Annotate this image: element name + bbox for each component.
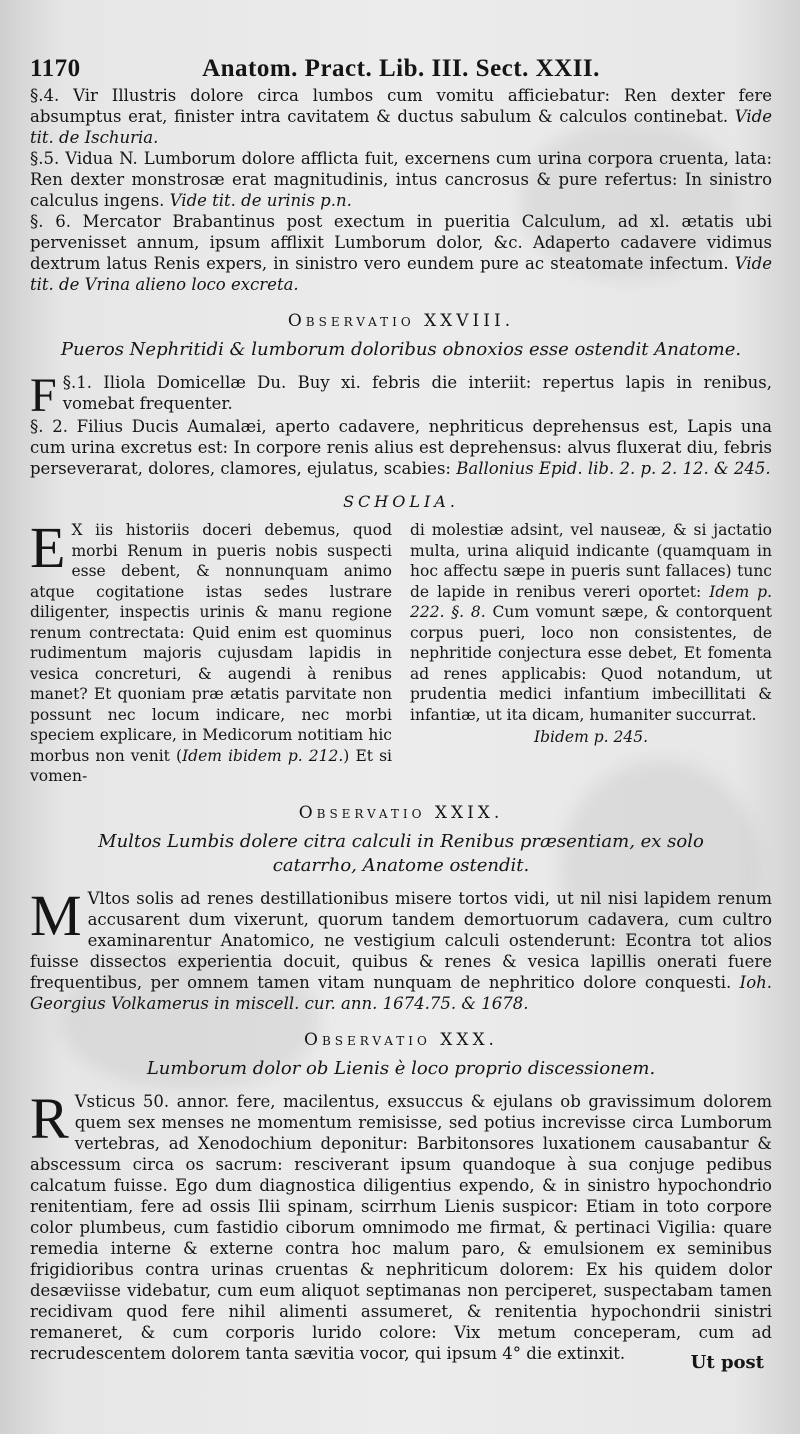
observation-29-text bbox=[30, 882, 772, 1014]
section-6 bbox=[30, 211, 772, 295]
scholia-text: X iis historiis doceri debemus, quod morbi Renum in pueris nobis suspecti esse debent, & nonnunquam animo atque cogitatione istas sedes lustrare diligenter, inspectis urinis & manu regione renum contrectata: Quid enim est quominus rudimentum majoris cujusdam lapidis in vesica concreturi, & augendi à renibus manet? Et quoniam præ ætatis parvitate non possunt nec locum indicare, nec morbi speciem explicare, in Medicorum notitiam hic morbus non venit ( bbox=[30, 521, 392, 765]
section-text: §.4. Vir Illustris dolore circa lumbos cum vomitu afficiebatur: Ren dexter fere absumptus erat, finister intra cavitatem & ductus sabulum & calculos continebat. bbox=[30, 86, 772, 126]
section-text: §.5. Vidua N. Lumborum dolore afflicta fuit, excernens cum urina corpora cruenta, lata: Ren dexter monstrosæ erat magnitudinis, intus cancrosus & pure refertus: In sinistro calculus ingens. bbox=[30, 149, 772, 210]
obs28-section-1 bbox=[30, 369, 772, 422]
drop-cap: E bbox=[30, 515, 66, 580]
section-reference: Ballonius Epid. lib. 2. p. 2. 12. & 245. bbox=[456, 459, 771, 478]
obs28-section-2 bbox=[30, 416, 772, 479]
catchword: Ut post bbox=[690, 1352, 764, 1373]
observation-29-subtitle bbox=[30, 830, 772, 878]
scholia-left-column bbox=[30, 515, 393, 787]
observation-30-text bbox=[30, 1085, 772, 1364]
observation-30-subtitle: Lumborum dolor ob Lienis è loco proprio discessionem. bbox=[146, 1057, 656, 1079]
scholia-reference: Idem p. 222. §. 8. bbox=[410, 582, 772, 621]
observation-text: Vltos solis ad renes destillationibus misere tortos vidi, ut nil nisi lapidem renum accusarent dum vixerunt, quorum tandem demortuorum cadavera, cum cultro examinarentur Anatomico, ne vestigium calculi ostenderunt: Econtra tot alios fuisse dissectos experientia docuit, quibus & renes & vesica lapillis onerati fuere frequentibus, per omnem tamen vitam nunquam de nephritico dolore conquesti. bbox=[30, 888, 772, 992]
section-5 bbox=[30, 148, 772, 211]
section-reference: Vide tit. de urinis p.n. bbox=[169, 191, 352, 210]
observation-28-subtitle: Pueros Nephritidi & lumborum doloribus obnoxios esse ostendit Anatome. bbox=[60, 339, 742, 360]
observation-reference: Ioh. Georgius Volkamerus in miscell. cur. ann. 1674.75. & 1678. bbox=[30, 972, 772, 1013]
scholia-columns bbox=[30, 515, 772, 787]
section-reference: Vide tit. de Vrina alieno loco excreta. bbox=[30, 254, 773, 294]
section-reference: Vide tit. de Ischuria. bbox=[30, 107, 772, 147]
scholia-text: di molestiæ adsint, vel nauseæ, & si jactatio multa, urina aliquid indicante (quamquam in hoc affectu sæpe in pueris sunt fallaces) tunc de lapide in renibus vereri oportet: bbox=[410, 521, 772, 601]
subtitle-line: Multos Lumbis dolere citra calculi in Renibus præsentiam, ex solo bbox=[98, 830, 704, 852]
scholia-reference: Ibidem p. 245. bbox=[533, 728, 648, 746]
drop-cap: M bbox=[30, 882, 82, 948]
scholia-text: Cum vomunt sæpe, & contorquent corpus pueri, loco non consistentes, de nephritide conjectura esse debet, Et fomenta ad renes applicabis: Quod notandum, ut prudentia medici infantium imbecillitati & infantiæ, ut ita dicam, humaniter succurrat. bbox=[410, 603, 772, 724]
section-text: Iliola Domicellæ Du. Buy xi. febris die interiit: repertus lapis in renibus, vomebat frequenter. bbox=[62, 373, 772, 413]
page-content bbox=[30, 55, 773, 1364]
subtitle-line: catarrho, Anatome ostendit. bbox=[272, 854, 530, 876]
page-number: 1170 bbox=[30, 55, 81, 82]
section-text: §. 2. Filius Ducis Aumalæi, aperto cadavere, nephriticus deprehensus est, Lapis una cum urina excretus est: In corpore renis alius est deprehensus: alvus fluxerat diu, febris perseverarat, dolores, clamores, ejulatus, scabies: bbox=[30, 417, 772, 478]
observation-29-title: Observatio XXIX. bbox=[298, 802, 504, 823]
section-label: §.1. bbox=[62, 373, 92, 392]
drop-cap: F bbox=[30, 369, 57, 422]
drop-cap: R bbox=[30, 1085, 69, 1151]
scholia-heading: SCHOLIA. bbox=[343, 492, 459, 511]
observation-30-title: Observatio XXX. bbox=[304, 1029, 498, 1050]
observation-28-title: Observatio XXVIII. bbox=[287, 311, 515, 331]
running-title: Anatom. Pract. Lib. III. Sect. XXII. bbox=[202, 55, 600, 82]
section-4 bbox=[30, 85, 772, 148]
scholia-right-column bbox=[410, 520, 772, 787]
observation-text: Vsticus 50. annor. fere, macilentus, exsuccus & ejulans ob gravissimum dolorem quem sex menses ne momentum remisisse, sed potius increvisse circa Lumborum vertebras, ad Xenodochium deponitur: Barbitonsores luxationem causabantur & abscessum circa os sacrum: resciverant ipsum quandoque à sua conjuge pedibus calcatum fuisse. Ego dum diagnostica diligentius expendo, & in sinistro hypochondrio renitentiam, fere ad ossis Ilii spinam, scirrhum Lienis suspicor: Etiam in toto corpore color plumbeus, cum fastidio ciborum omnimodo me firmat, & pertinaci Vigilia: quare remedia interne & externe contra hoc malum paro, & emulsionem ex seminibus frigidioribus contra urinas cruentas & nephriticum dolorem: Ex his quidem dolor desæviisse videbatur, cum eum aliquot septimanas non perciperet, suspectabam tamen recidivam quod fere nihil alimenti assumeret, & renitentia hypochondrii sinistri remaneret, & cum corporis lurido colore: Vix metum conceperam, cum ad recrudescentem dolorem tanta sævitia vocor, qui ipsum 4° die extinxit. bbox=[30, 1091, 772, 1363]
page-header bbox=[30, 55, 772, 82]
scholia-reference: Idem ibidem p. 212. bbox=[182, 746, 344, 765]
section-text: §. 6. Mercator Brabantinus post exectum in pueritia Calculum, ad xl. ætatis ubi pervenisset annum, ipsum afflixit Lumborum dolor, &c. Adaperto cadavere vidimus dextrum latus Renis expers, in sinistro vero eundem pure ac steatomate infectum. bbox=[30, 212, 772, 273]
scholia-text: ) Et si vomen- bbox=[30, 746, 393, 785]
